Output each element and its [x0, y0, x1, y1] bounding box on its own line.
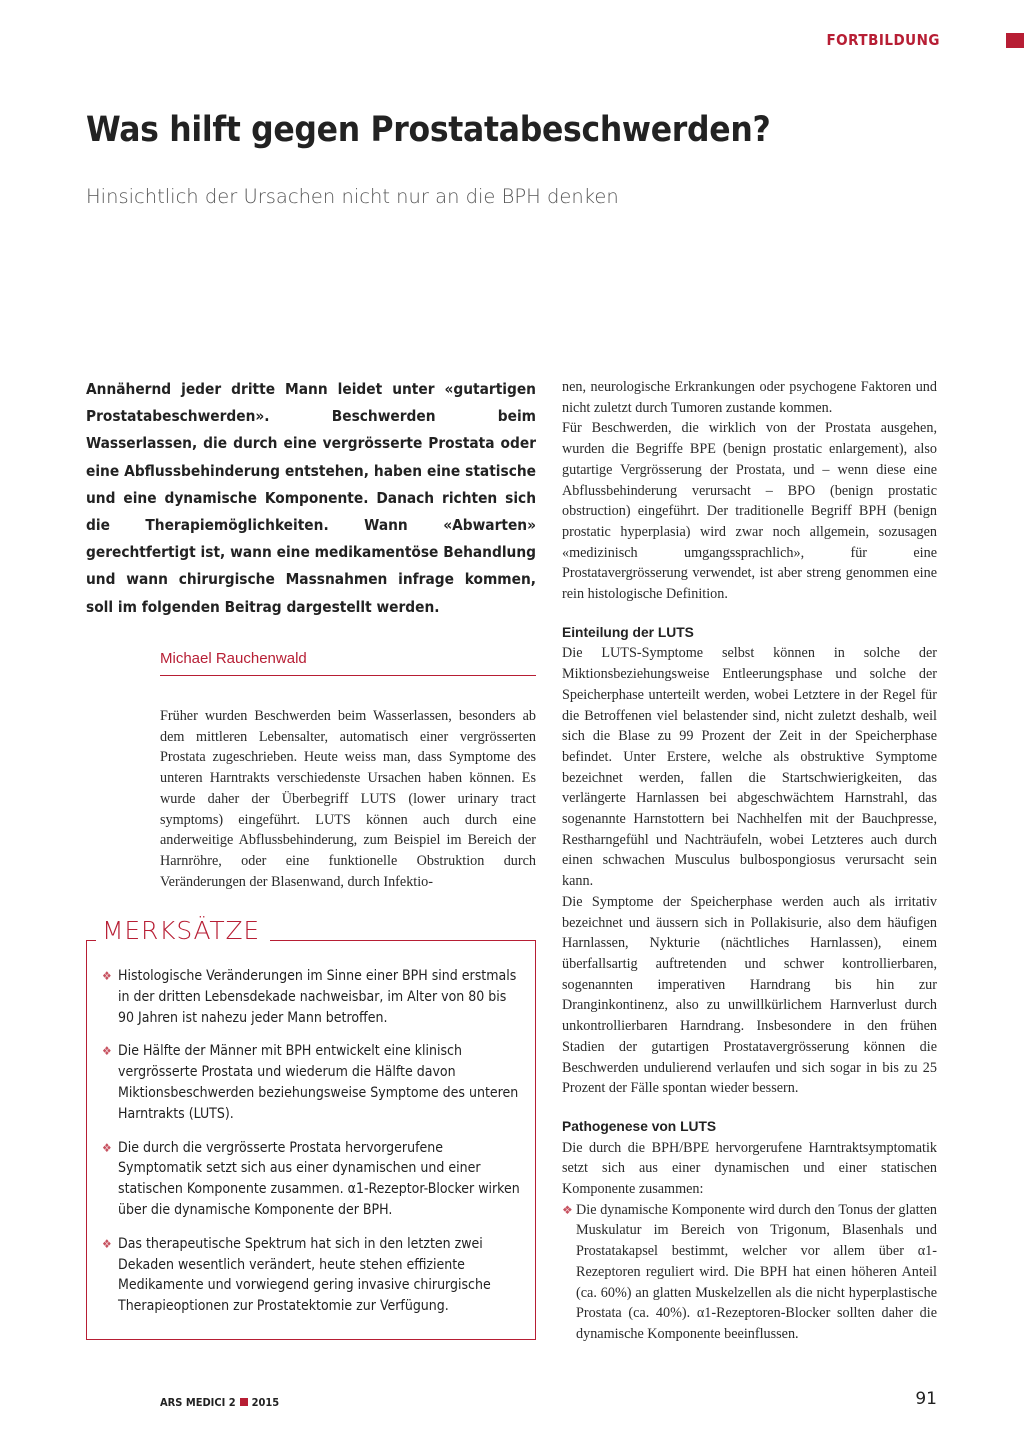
section-heading: Pathogenese von LUTS: [562, 1118, 717, 1134]
intro-text: [160, 706, 536, 892]
diamond-bullet-icon: ❖: [562, 1202, 573, 1217]
footer-marker: [240, 1398, 248, 1406]
body-paragraph: Die Symptome der Speicherphase werden auch als irritativ bezeichnet und äussern sich in Pollakisurie, also dem häufigen Harnlassen, Nykturie (nächtliches Harnlassen), einem überfallsartig auftretenden und schwer kontrollierbaren, sogenannten imperativen Harndrang bis hin zur Dranginkontinenz, also zu unwillkürlichem Harnverlust durch unkontrollierbaren Harndrang. Insbesondere in den frühen Stadien der gutartigen Prostatavergrösserung können die Beschwerden undulierend verlaufen und sich sogar in bis zu 25 Prozent der Fälle spontan wieder bessern.: [562, 893, 937, 1097]
diamond-bullet-icon: ❖: [102, 1140, 112, 1155]
section-marker: [1006, 33, 1024, 48]
body-paragraph: Die LUTS-Symptome selbst können in solche der Miktionsbeziehungsweise Entleerungsphase und solche der Speicherphase unterteilt werden, wobei Letztere in der Regel für die Betroffenen viel belastender sind, nicht zuletzt deshalb, weil sich die Blase zu 99 Prozent der Zeit in der Speicherphase befindet. Unter Erstere, welche als obstruktive Symptome bezeichnet werden, fallen die Startschwierigkeiten, das verlängerte Harnlassen bei abgeschwächtem Harnstrahl, das sogenannte Harnstottern bei Nachhelfen mit der Bauchpresse, Restharngefühl und Nachträufeln, wobei Letzteres auch durch einen schwachen Musculus bulbospongiosus verursacht sein kann.: [562, 645, 937, 890]
publication-year: 2015: [251, 1396, 280, 1409]
key-point-text: Histologische Veränderungen im Sinne einer BPH sind erstmals in der dritten Lebensdekade nachweisbar, im Alter von 80 bis 90 Jahren ist nahezu jeder Mann betroffen.: [118, 968, 517, 1026]
key-point-text: Die durch die vergrösserte Prostata hervorgerufene Symptomatik setzt sich aus einer dynamischen und einer statischen Komponente zusammen. α1-Rezeptor-Blocker wirken über die dynamische Komponente der BPH.: [118, 1139, 520, 1218]
author-name: Michael Rauchenwald: [160, 650, 307, 667]
page-number: 91: [915, 1389, 937, 1409]
key-point-item: [102, 1041, 522, 1124]
article-title: Was hilft gegen Prostatabeschwerden?: [86, 110, 771, 150]
right-column: [562, 377, 937, 1345]
key-points-rule-left: [86, 940, 96, 941]
article-subtitle: Hinsichtlich der Ursachen nicht nur an die BPH denken: [86, 185, 619, 208]
key-point-item: [102, 1234, 522, 1317]
key-points-list: [102, 966, 522, 1330]
bullet-paragraph-text: Die dynamische Komponente wird durch den Tonus der glatten Muskulatur im Bereich von Trigonum, Blasenhals und Prostatakapsel bestimmt, welcher vor allem über α1-Rezeptoren reguliert wird. Die BPH hat einen höheren Anteil (ca. 60%) an glatten Muskelzellen als die nicht hyperplastische Prostata (ca. 40%). α1-Rezeptoren-Blocker sollten daher die dynamische Komponente beeinflussen.: [576, 1201, 937, 1342]
intro-paragraph: Früher wurden Beschwerden beim Wasserlassen, besonders ab dem mittleren Lebensalter, automatisch einer vergrösserten Prostata zugeschrieben. Heute weiss man, dass Symptome des unteren Harntrakts verschiedenste Ursachen haben können. Es wurde daher der Überbegriff LUTS (lower urinary tract symptoms) eingeführt. LUTS können auch durch eine anderweitige Abflussbehinderung, zum Beispiel im Bereich der Harnröhre, oder eine funktionelle Obstruktion durch Veränderungen der Blasenwand, durch Infektio-: [160, 708, 536, 890]
author-divider: [160, 675, 536, 676]
key-point-item: [102, 966, 522, 1028]
key-point-item: [102, 1138, 522, 1221]
footer-publication: [160, 1396, 279, 1409]
diamond-bullet-icon: ❖: [102, 1044, 112, 1059]
key-points-title: MERKSÄTZE: [102, 916, 261, 945]
section-label: FORTBILDUNG: [826, 31, 940, 49]
key-point-text: Das therapeutische Spektrum hat sich in den letzten zwei Dekaden wesentlich verändert, heute stehen effiziente Medikamente und vorwiegend gering invasive chirurgische Therapieoptionen zur Prostatektomie zur Verfügung.: [118, 1235, 491, 1315]
body-paragraph: Die durch die BPH/BPE hervorgerufene Harntraktsymptomatik setzt sich aus einer dynamischen und einer statischen Komponente zusammen:: [562, 1139, 937, 1198]
diamond-bullet-icon: ❖: [102, 969, 112, 983]
publication-name: ARS MEDICI 2: [160, 1396, 236, 1409]
key-point-text: Die Hälfte der Männer mit BPH entwickelt eine klinisch vergrösserte Prostata und wiederum die Hälfte davon Miktionsbeschwerden beziehungsweise Symptome des unteren Harntrakts (LUTS).: [118, 1043, 519, 1122]
section-heading: Einteilung der LUTS: [562, 624, 694, 640]
lead-paragraph: Annähernd jeder dritte Mann leidet unter «gutartigen Prostatabeschwerden». Beschwerden beim Wasserlassen, die durch eine vergrösserte Prostata oder eine Abflussbehinderung entstehen, haben eine statische und eine dynamische Komponente. Danach richten sich die Therapiemöglichkeiten. Wann «Abwarten» gerechtfertigt ist, wann eine medikamentöse Behandlung und wann chirurgische Massnahmen infrage kommen, soll im folgenden Beitrag dargestellt werden.: [86, 380, 536, 616]
key-points-rule-right: [270, 940, 536, 941]
body-paragraph: nen, neurologische Erkrankungen oder psychogene Faktoren und nicht zuletzt durch Tumoren zustande kommen.: [562, 379, 937, 416]
body-paragraph: Für Beschwerden, die wirklich von der Prostata ausgehen, wurden die Begriffe BPE (benign prostatic enlargement), also gutartige Vergrösserung der Prostata, und – wenn diese eine Abflussbehinderung verursacht – BPO (benign prostatic obstruction) eingeführt. Der traditionelle Begriff BPH (benign prostatic hyperplasia) wird zwar noch allgemein, sozusagen «medizinisch umgangssprachlich», für eine Prostatavergrösserung verwendet, ist aber streng genommen eine rein histologische Definition.: [562, 420, 937, 603]
bullet-paragraph: [562, 1200, 937, 1345]
diamond-bullet-icon: ❖: [102, 1236, 112, 1251]
